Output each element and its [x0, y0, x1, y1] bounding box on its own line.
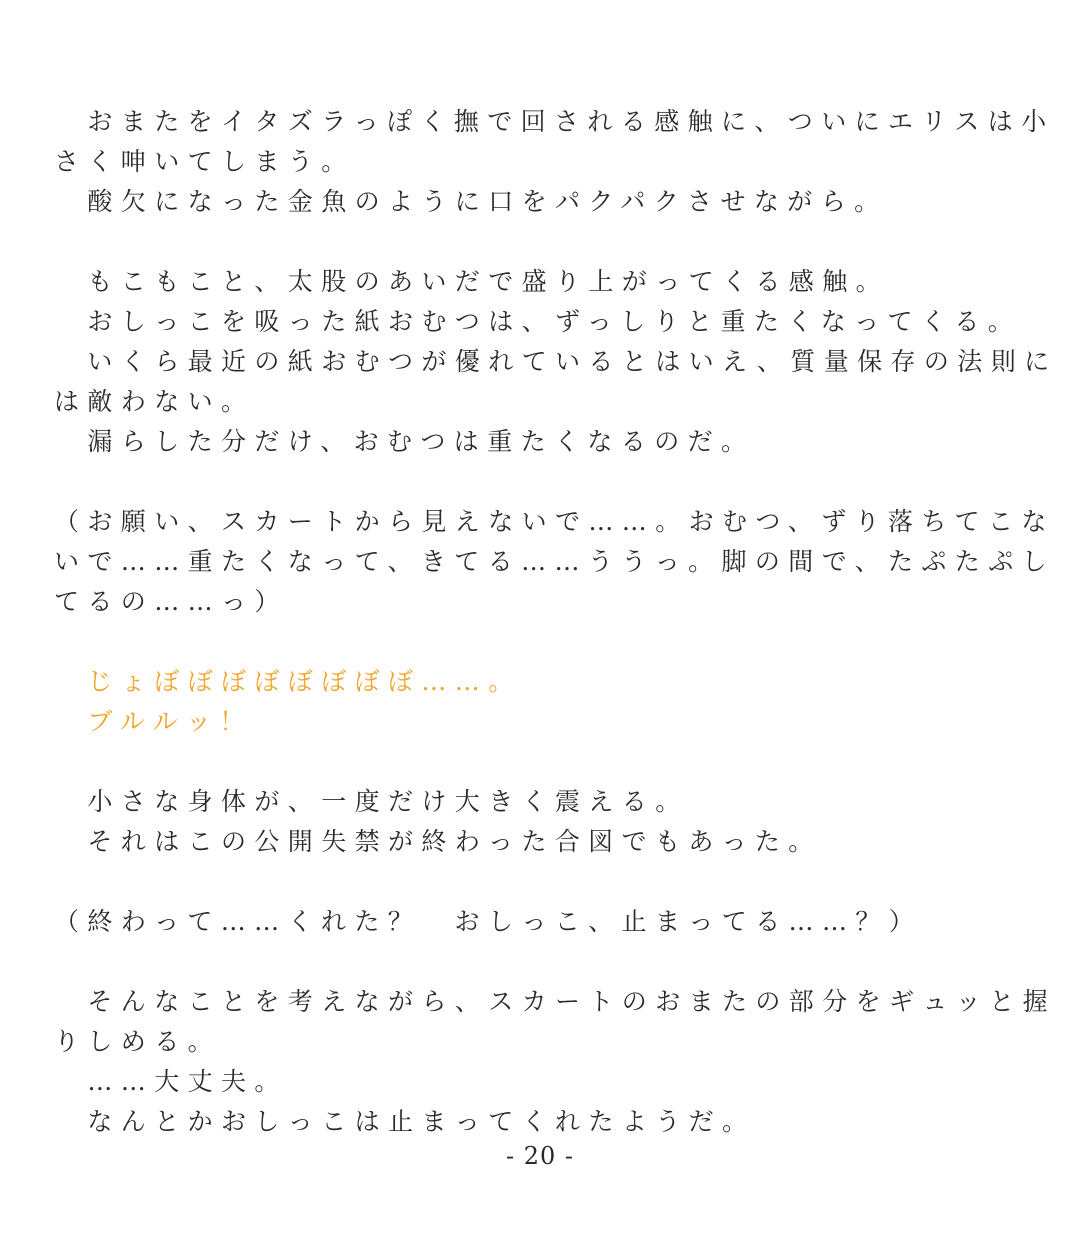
text-line: そんなことを考えながら、スカートのおまたの部分をギュッと握 [54, 987, 1057, 1016]
sound-effect-line: じょぼぼぼぼぼぼぼぼ……。 [54, 667, 522, 696]
blank-line [54, 622, 1034, 662]
blank-line [54, 462, 1034, 502]
blank-line [54, 222, 1034, 262]
text-line: りしめる。 [54, 1027, 222, 1056]
text-line: いくら最近の紙おむつが優れているとはいえ、質量保存の法則に [54, 347, 1058, 376]
text-line: いで……重たくなって、きてる……ううっ。脚の間で、たぷたぷし [54, 547, 1056, 576]
text-line: おしっこを吸った紙おむつは、ずっしりと重たくなってくる。 [54, 307, 1022, 336]
text-line: さく呻いてしまう。 [54, 147, 355, 176]
text-line: もこもこと、太股のあいだで盛り上がってくる感触。 [54, 267, 890, 296]
blank-line [54, 862, 1034, 902]
text-line: ……大丈夫。 [54, 1067, 288, 1096]
text-line: なんとかおしっこは止まってくれたようだ。 [54, 1107, 756, 1136]
body-text [54, 102, 1058, 1142]
text-line: 酸欠になった金魚のように口をパクパクさせながら。 [54, 187, 888, 216]
text-line: てるの……っ） [54, 587, 288, 616]
blank-line [54, 742, 1034, 782]
text-line: （お願い、スカートから見えないで……。おむつ、ずり落ちてこな [54, 507, 1055, 536]
text-line: は敵わない。 [54, 387, 255, 416]
text-line: それはこの公開失禁が終わった合図でもあった。 [54, 827, 822, 856]
text-line: 小さな身体が、一度だけ大きく震える。 [54, 787, 689, 816]
text-line: おまたをイタズラっぽく撫で回される感触に、ついにエリスは小 [54, 107, 1055, 136]
sound-effect-line: ブルルッ！ [54, 707, 253, 736]
text-line: （終わって……くれた？ おしっこ、止まってる……？） [54, 907, 923, 936]
blank-line [54, 942, 1034, 982]
page-number: - 20 - [505, 1142, 574, 1170]
text-line: 漏らした分だけ、おむつは重たくなるのだ。 [54, 427, 755, 456]
